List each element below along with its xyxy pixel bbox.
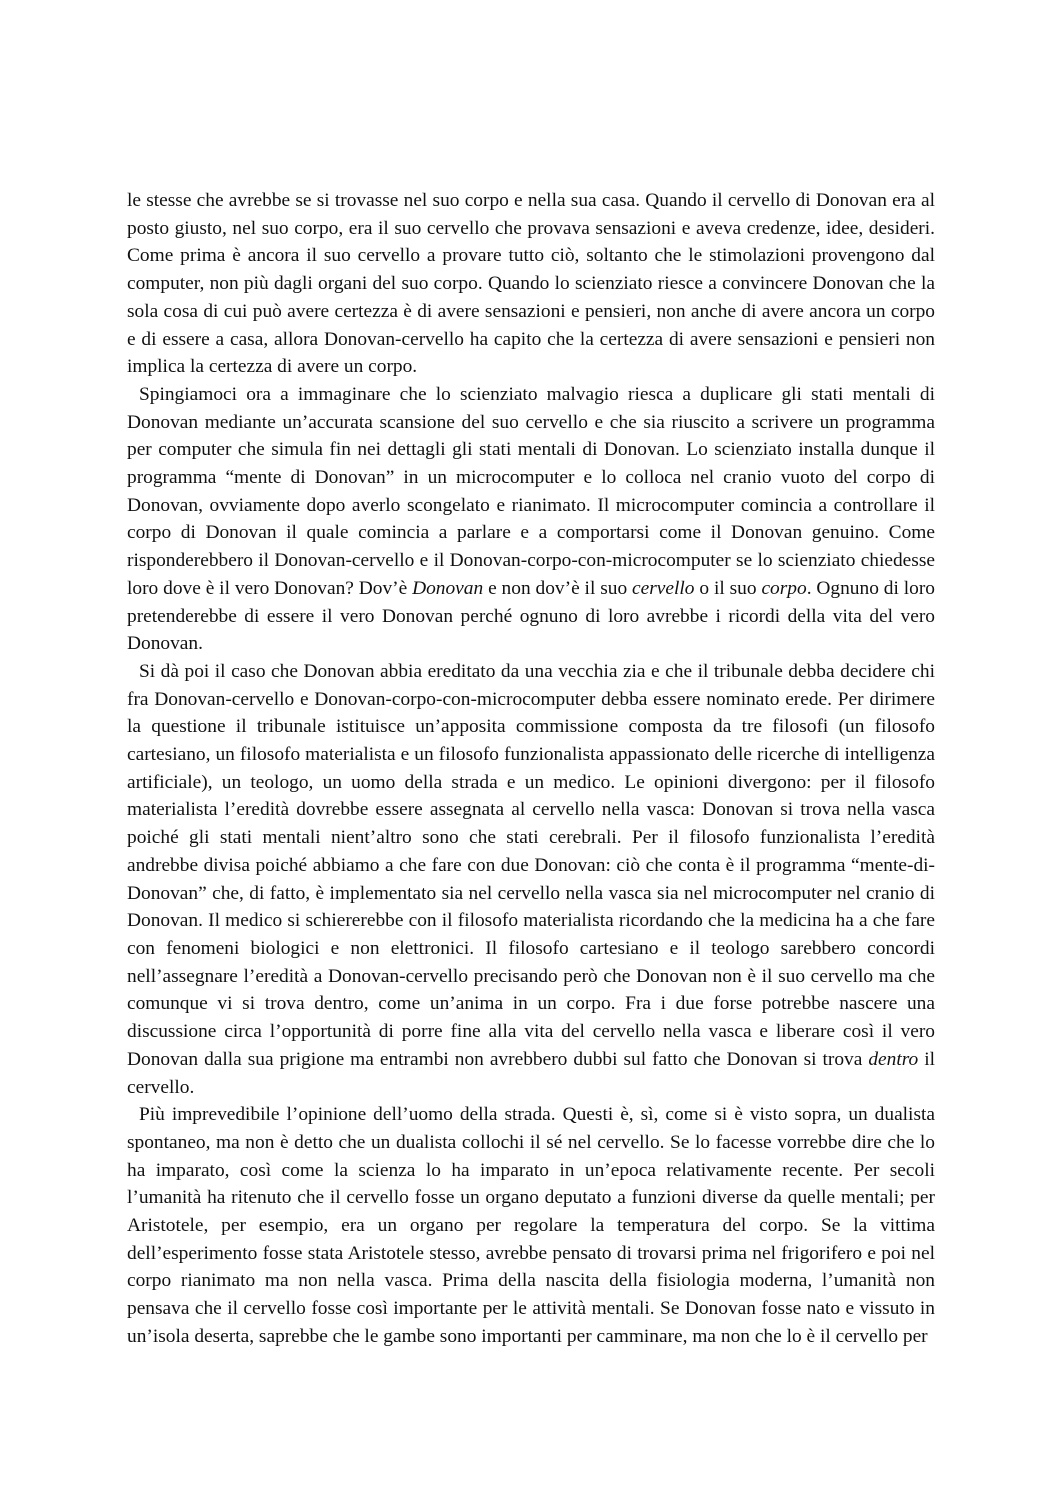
text-run: Più imprevedibile l’opinione dell’uomo della strada. Questi è, sì, come si è visto sopra, un dualista spontaneo, ma non è detto che un dualista collochi il sé nel cervello. Se lo facesse vorrebbe dire che lo ha imparato, così come la scienza lo ha imparato in un’epoca relativamente recente. Per secoli l’umanità ha ritenuto che il cervello fosse un organo deputato a funzioni diverse da quelle mentali; per Aristotele, per esempio, era un organo per regolare la temperatura del corpo. Se la vittima dell’esperimento fosse stata Aristotele stesso, avrebbe pensato di trovarsi prima nel frigorifero e poi nel corpo rianimato ma non nella vasca. Prima della nascita della fisiologia moderna, l’umanità non pensava che il cervello fosse così importante per le attività mentali. Se Donovan fosse nato e vissuto in un’isola deserta, saprebbe che le gambe sono importanti per camminare, ma non che lo è il cervello per [127, 1104, 935, 1347]
italic-run: corpo [761, 577, 807, 599]
paragraph-1 [127, 187, 935, 381]
document-page [127, 187, 935, 1351]
paragraph-3 [127, 658, 935, 1101]
italic-run: dentro [868, 1048, 919, 1070]
text-run: o il suo [694, 577, 762, 599]
text-run: e non dov’è il suo [483, 577, 633, 599]
text-run: il cervello. [127, 1048, 935, 1098]
italic-run: Donovan [412, 577, 484, 599]
italic-run: cervello [632, 577, 695, 599]
text-run: Si dà poi il caso che Donovan abbia ereditato da una vecchia zia e che il tribunale debba decidere chi fra Donovan-cervello e Donovan-corpo-con-microcomputer debba essere nominato erede. Per dirimere la questione il tribunale istituisce un’apposita commissione composta da tre filosofi (un filosofo cartesiano, un filosofo materialista e un filosofo funzionalista appassionato delle ricerche di intelligenza artificiale), un teologo, un uomo della strada e un medico. Le opinioni divergono: per il filosofo materialista l’eredità dovrebbe essere assegnata al cervello nella vasca: Donovan si trova nella vasca poiché gli stati mentali nient’altro sono che stati cerebrali. Per il filosofo funzionalista l’eredità andrebbe divisa poiché abbiamo a che fare con due Donovan: ciò che conta è il programma “mente-di-Donovan” che, di fatto, è implementato sia nel cervello nella vasca sia nel microcomputer nel cranio di Donovan. Il medico si schiererebbe con il filosofo materialista ricordando che la medicina ha a che fare con fenomeni biologici e non elettronici. Il filosofo cartesiano e il teologo sarebbero concordi nell’assegnare l’eredità a Donovan-cervello precisando però che Donovan non è il suo cervello ma che comunque vi si trova dentro, come un’anima in un corpo. Fra i due forse potrebbe nascere una discussione circa l’opportunità di porre fine alla vita del cervello nella vasca e liberare così il vero Donovan dalla sua prigione ma entrambi non avrebbero dubbi sul fatto che Donovan si trova [127, 660, 935, 1070]
paragraph-4 [127, 1101, 935, 1350]
text-run: le stesse che avrebbe se si trovasse nel suo corpo e nella sua casa. Quando il cervello di Donovan era al posto giusto, nel suo corpo, era il suo cervello che provava sensazioni e aveva credenze, idee, desideri. Come prima è ancora il suo cervello a provare tutto ciò, soltanto che le stimolazioni provengono dal computer, non più dagli organi del suo corpo. Quando lo scienziato riesce a convincere Donovan che la sola cosa di cui può avere certezza è di avere sensazioni e pensieri, non anche di avere ancora un corpo e di essere a casa, allora Donovan-cervello ha capito che la certezza di avere sensazioni e pensieri non implica la certezza di avere un corpo. [127, 190, 935, 378]
text-run: . Ognuno di loro pretenderebbe di essere il vero Donovan perché ognuno di loro avrebbe i ricordi della vita del vero Donovan. [127, 577, 935, 655]
text-run: Spingiamoci ora a immaginare che lo scienziato malvagio riesca a duplicare gli stati mentali di Donovan mediante un’accurata scansione del suo cervello e che sia riuscito a scrivere un programma per computer che simula fin nei dettagli gli stati mentali di Donovan. Lo scienziato installa dunque il programma “mente di Donovan” in un microcomputer e lo colloca nel cranio vuoto del corpo di Donovan, ovviamente dopo averlo scongelato e rianimato. Il microcomputer comincia a controllare il corpo di Donovan il quale comincia a parlare e a comportarsi come il Donovan genuino. Come risponderebbero il Donovan-cervello e il Donovan-corpo-con-microcomputer se lo scienziato chiedesse loro dove è il vero Donovan? Dov’è [127, 383, 935, 599]
paragraph-2 [127, 381, 935, 658]
